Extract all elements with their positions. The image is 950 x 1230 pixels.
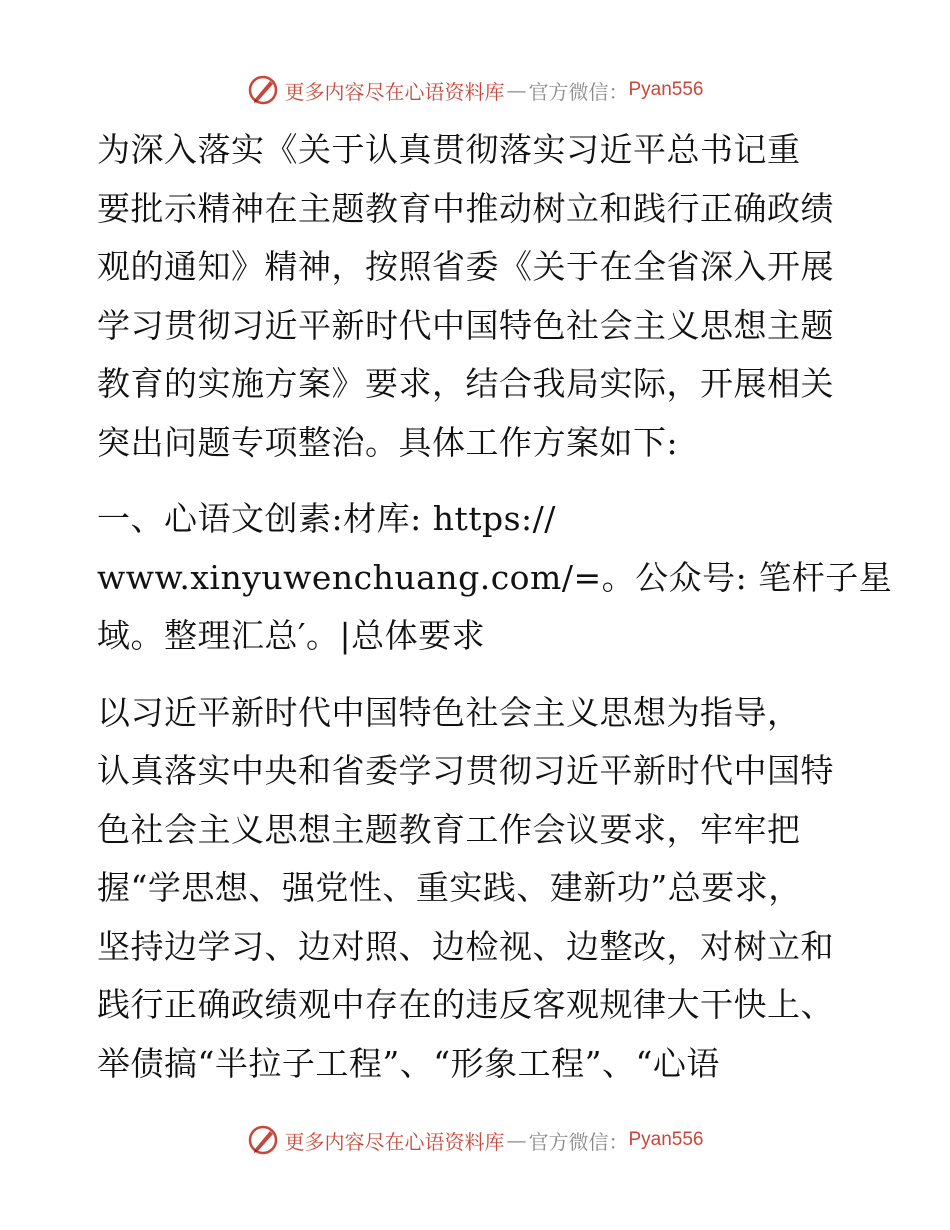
pen-circle-logo-icon [246,1123,280,1157]
banner-wechat-id: Pyan556 [628,1129,704,1150]
paragraph-intro [97,121,857,472]
banner-text: 更多内容尽在心语资料库 [284,79,505,104]
text-line: 为深入落实《关于认真贯彻落实习近平总书记重 [97,130,801,169]
text-line: 突出问题专项整治。具体工作方案如下: [97,422,679,462]
pen-circle-logo-icon [246,73,280,107]
text-line: 以习近平新时代中国特色社会主义思想为指导， [97,692,801,732]
banner-wechat-label: 官方微信： [528,1129,629,1154]
document-body [97,121,893,1093]
paragraph-section-heading [97,490,893,666]
text-line: 坚持边学习、边对照、边检视、边整改，对树立和 [97,926,834,966]
text-line: 观的通知》精神，按照省委《关于在全省深入开展 [97,247,834,286]
text-line: 教育的实施方案》要求，结合我局实际，开展相关 [97,364,834,403]
banner-wechat-label: 官方微信： [528,79,629,104]
text-line: 举债搞“半拉子工程”、“形象工程”、“心语 [97,1043,720,1083]
footer-watermark-banner [0,1120,950,1160]
banner-separator: — [506,78,527,102]
text-line: 认真落实中央和省委学习贯彻习近平新时代中国特 [97,751,834,790]
text-line: 学习贯彻习近平新时代中国特色社会主义思想主题 [97,305,834,345]
text-line: 要批示精神在主题教育中推动树立和践行正确政绩 [97,188,834,228]
text-line: www.xinyuwenchuang.com/=。公众号: 笔杆子星 [97,557,893,597]
text-line: 握“学思想、强党性、重实践、建新功”总要求， [97,868,802,907]
text-line: 践行正确政绩观中存在的违反客观规律大干快上、 [97,985,834,1024]
banner-text: 更多内容尽在心语资料库 [284,1129,505,1154]
paragraph-requirements [97,684,857,1094]
text-line: 一、心语文创素:材库: https:// [97,499,556,538]
header-watermark-banner [0,70,950,110]
banner-separator: — [506,1128,527,1152]
text-line: 域。整理汇总′。|总体要求 [97,616,486,655]
text-line: 色社会主义思想主题教育工作会议要求，牢牢把 [97,809,801,849]
banner-wechat-id: Pyan556 [628,79,704,100]
